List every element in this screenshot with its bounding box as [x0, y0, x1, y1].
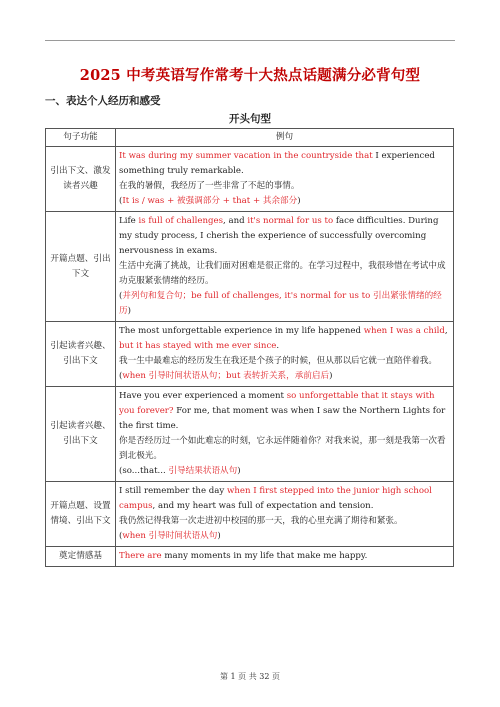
example-cell — [116, 482, 454, 547]
chinese-translation: 生活中充满了挑战，让我们面对困难是很正常的。在学习过程中，我很珍惜在考试中成功克服紧张情绪的经历。 — [119, 261, 446, 286]
grammar-note — [119, 464, 450, 479]
english-sentence-segment: The most unforgettable experience in my life happened — [119, 326, 364, 336]
header-function: 句子功能 — [46, 129, 116, 147]
grammar-note-segment: ( — [119, 291, 123, 301]
grammar-note-segment: ) — [237, 466, 241, 476]
english-sentence-segment: , and — [222, 216, 248, 226]
grammar-note-segment: 引导结果状语从句 — [168, 466, 238, 476]
grammar-note — [119, 194, 450, 209]
english-sentence — [119, 149, 450, 179]
table-row — [46, 482, 454, 547]
chinese-translation: 在我的暑假，我经历了一些非常了不起的事情。 — [119, 181, 300, 191]
page-title: 2025 中考英语写作常考十大热点话题满分必背句型 — [79, 67, 421, 84]
english-sentence-segment: For me, that moment was when I saw the Northern Lights for the first time. — [119, 406, 446, 431]
english-sentence-segment: face difficulties. During my study process, I cherish the experience of successfully overcoming nervousness in exams. — [119, 216, 439, 256]
header-rule — [45, 40, 455, 41]
page-footer: 第 1 页 共 32 页 — [220, 672, 280, 681]
english-sentence-segment: it's normal for us to — [247, 216, 334, 226]
grammar-note-segment: ) — [329, 371, 333, 381]
english-sentence-segment: , and my heart was full of expectation and tension. — [152, 501, 374, 511]
sentence-function: 奠定情感基 — [46, 547, 116, 567]
sentence-table — [45, 128, 454, 567]
english-sentence-segment: Have you ever experienced a moment — [119, 391, 287, 401]
english-sentence-segment: many moments in my life that make me happy. — [161, 551, 368, 561]
grammar-note — [119, 369, 450, 384]
grammar-note-segment: ) — [127, 306, 131, 316]
table-row — [46, 387, 454, 482]
grammar-note — [119, 529, 450, 544]
grammar-note-segment: ( — [119, 196, 123, 206]
sentence-function: 开篇点题、引出下文 — [46, 212, 116, 322]
english-sentence-segment: . — [276, 341, 280, 351]
english-sentence-segment: I experienced something truly remarkable. — [119, 151, 435, 176]
chinese-translation: 我一生中最难忘的经历发生在我还是个孩子的时候，但从那以后它就一直陪伴着我。 — [119, 356, 437, 366]
english-sentence-segment: is full of challenges — [138, 216, 223, 226]
grammar-note-segment: ( — [119, 531, 123, 541]
chinese-translation: 你是否经历过一个如此难忘的时刻，它永远伴随着你？对我来说，那一刻是我第一次看到北极光。 — [119, 436, 446, 461]
grammar-note-segment: (so...that... — [119, 466, 169, 476]
example-cell — [116, 322, 454, 387]
english-sentence — [119, 214, 450, 259]
example-cell — [116, 147, 454, 212]
example-cell — [116, 212, 454, 322]
table-header-row — [46, 129, 454, 147]
table-row — [46, 147, 454, 212]
grammar-note — [119, 289, 450, 319]
english-sentence-segment: , — [444, 326, 448, 336]
english-sentence-segment: I still remember the day — [119, 486, 227, 496]
example-cell — [116, 387, 454, 482]
english-sentence — [119, 549, 450, 564]
section-heading: 一、表达个人经历和感受 — [45, 95, 161, 107]
english-sentence-segment: There are — [119, 551, 162, 561]
grammar-note-segment: when 引导时间状语从句；but 表转折关系，承前启后 — [122, 371, 330, 381]
grammar-note-segment: 并列句和复合句；be full of challenges, it's normal for us to 引出紧张情绪的经历 — [119, 291, 442, 316]
sentence-function: 引起读者兴趣、引出下文 — [46, 322, 116, 387]
english-sentence — [119, 324, 450, 354]
grammar-note-segment: It is / was + 被强调部分 + that + 其余部分 — [122, 196, 298, 206]
chinese-translation: 我仍然记得我第一次走进初中校园的那一天，我的心里充满了期待和紧张。 — [119, 516, 403, 526]
table-row — [46, 212, 454, 322]
grammar-note-segment: ) — [217, 531, 221, 541]
table-row — [46, 322, 454, 387]
example-cell — [116, 547, 454, 567]
english-sentence — [119, 389, 450, 434]
english-sentence — [119, 484, 450, 514]
english-sentence-segment: when I first stepped into the junior high school campus — [119, 486, 432, 511]
english-sentence-segment: It was during my summer vacation in the countryside that — [119, 151, 373, 161]
sentence-function: 引出下文、激发读者兴趣 — [46, 147, 116, 212]
english-sentence-segment: Life — [119, 216, 139, 226]
table-row — [46, 547, 454, 567]
table-caption: 开头句型 — [229, 113, 271, 125]
grammar-note-segment: ( — [119, 371, 123, 381]
sentence-function: 开篇点题、设置情境、引出下文 — [46, 482, 116, 547]
english-sentence-segment: so unforgettable that it stays with you forever? — [119, 391, 435, 416]
grammar-note-segment: when 引导时间状语从句 — [122, 531, 218, 541]
grammar-note-segment: ) — [297, 196, 301, 206]
sentence-function: 引起读者兴趣、引出下文 — [46, 387, 116, 482]
header-example: 例句 — [116, 129, 454, 147]
english-sentence-segment: when I was a child — [363, 326, 445, 336]
english-sentence-segment: but it has stayed with me ever since — [119, 341, 277, 351]
